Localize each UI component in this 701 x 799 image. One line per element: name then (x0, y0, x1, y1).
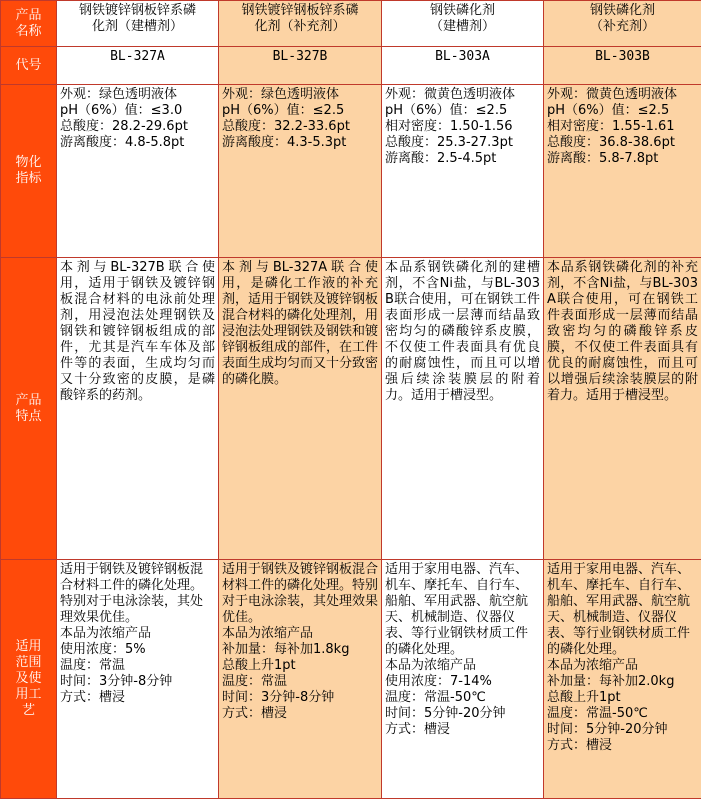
physchem-line: pH（6%）值：≤3.0 (60, 103, 215, 119)
row-code (1, 47, 701, 85)
physchem-line: 总酸度：36.8-38.6pt (547, 135, 698, 151)
application-line: 方式：槽浸 (60, 690, 215, 706)
application-line: 本品为浓缩产品 (222, 626, 378, 642)
application-line: 时间：5分钟-20分钟 (385, 706, 540, 722)
product-name-303b: 钢铁磷化剂 （补充剂） (544, 1, 701, 47)
physchem-line: 外观：微黄色透明液体 (385, 87, 540, 103)
application-line: 本品为浓缩产品 (547, 658, 698, 674)
physchem-line: 游离酸：5.8-7.8pt (547, 151, 698, 167)
label-product-name: 产品 名称 (1, 1, 57, 47)
product-name-327b: 钢铁镀锌钢板锌系磷 化剂（补充剂） (219, 1, 382, 47)
row-physchem (1, 85, 701, 258)
features-327b: 本剂与BL-327A联合使用，是磷化工作液的补充剂，适用于钢铁及镀锌钢板混合材料的磷化处理剂，用浸泡法处理钢铁及钢铁和镀锌钢板组成的部件，在工件表面生成均匀而又十分致密的磷化膜。 (219, 258, 382, 560)
label-physchem: 物化 指标 (1, 85, 57, 258)
application-line: 适用于钢铁及镀锌钢板混合材料工件的磷化处理。特别对于电泳涂装，其处理效果优佳。 (222, 562, 378, 626)
row-features (1, 258, 701, 560)
application-line: 适用于家用电器、汽车、机车、摩托车、自行车、船舶、军用武器、航空航天、机械制造、仪器仪表、等行业钢铁材质工件的磷化处理。 (547, 562, 698, 658)
application-line: 本品为浓缩产品 (60, 626, 215, 642)
application-line: 温度：常温 (222, 674, 378, 690)
label-features: 产品 特点 (1, 258, 57, 560)
application-line: 补加量：每补加1.8kg (222, 642, 378, 658)
application-line: 使用浓度：7-14% (385, 674, 540, 690)
physchem-line: 游离酸：2.5-4.5pt (385, 151, 540, 167)
code-327b: BL-327B (219, 47, 382, 85)
physchem-line: 游离酸度：4.3-5.3pt (222, 135, 378, 151)
application-line: 时间：5分钟-20分钟 (547, 722, 698, 738)
physchem-327b (219, 85, 382, 258)
product-name-327a: 钢铁镀锌钢板锌系磷 化剂（建槽剂） (57, 1, 219, 47)
label-application: 适用 范围 及使 用工 艺 (1, 560, 57, 799)
physchem-303a (382, 85, 544, 258)
application-line: 总酸上升1pt (222, 658, 378, 674)
application-line: 适用于钢铁及镀锌钢板混合材料工件的磷化处理。特别对于电泳涂装，其处理效果优佳。 (60, 562, 215, 626)
application-line: 使用浓度：5% (60, 642, 215, 658)
features-303b: 本品系钢铁磷化剂的补充剂，不含Ni盐，与BL-303A联合使用，可在钢铁工件表面形成一层薄而结晶致密均匀的磷酸锌系皮膜，不仅使工件表面具有优良的耐腐蚀性，而且可以增强后续涂装膜层的附着力。适用于槽浸型。 (544, 258, 701, 560)
application-line: 方式：槽浸 (385, 722, 540, 738)
application-327b (219, 560, 382, 799)
physchem-line: 游离酸度：4.8-5.8pt (60, 135, 215, 151)
physchem-303b (544, 85, 701, 258)
features-303a: 本品系钢铁磷化剂的建槽剂，不含Ni盐，与BL-303B联合使用，可在钢铁工件表面形成一层薄而结晶致密均匀的磷酸锌系皮膜，不仅使工件表面具有优良的耐腐蚀性，而且可以增强后续涂装膜层的附着力。适用于槽浸型。 (382, 258, 544, 560)
application-line: 本品为浓缩产品 (385, 658, 540, 674)
application-303a (382, 560, 544, 799)
physchem-line: 外观：绿色透明液体 (222, 87, 378, 103)
application-line: 温度：常温-50℃ (547, 706, 698, 722)
row-product-name (1, 1, 701, 47)
physchem-327a (57, 85, 219, 258)
features-327a: 本剂与BL-327B联合使用，适用于钢铁及镀锌钢板混合材料的电泳前处理剂，用浸泡法处理钢铁及钢铁和镀锌钢板组成的部件，尤其是汽车车体及部件等的表面，生成均匀而又十分致密的皮膜，是磷酸锌系的药剂。 (57, 258, 219, 560)
physchem-line: 总酸度：25.3-27.3pt (385, 135, 540, 151)
application-line: 时间：3分钟-8分钟 (60, 674, 215, 690)
code-303a: BL-303A (382, 47, 544, 85)
physchem-line: 相对密度：1.55-1.61 (547, 119, 698, 135)
physchem-line: pH（6%）值：≤2.5 (222, 103, 378, 119)
application-line: 时间：3分钟-8分钟 (222, 690, 378, 706)
application-line: 方式：槽浸 (222, 706, 378, 722)
code-303b: BL-303B (544, 47, 701, 85)
application-line: 方式：槽浸 (547, 738, 698, 754)
code-327a: BL-327A (57, 47, 219, 85)
physchem-line: pH（6%）值：≤2.5 (547, 103, 698, 119)
application-327a (57, 560, 219, 799)
physchem-line: 相对密度：1.50-1.56 (385, 119, 540, 135)
label-code: 代号 (1, 47, 57, 85)
application-line: 温度：常温 (60, 658, 215, 674)
application-303b (544, 560, 701, 799)
application-line: 温度：常温-50℃ (385, 690, 540, 706)
product-name-303a: 钢铁磷化剂 （建槽剂） (382, 1, 544, 47)
physchem-line: 总酸度：32.2-33.6pt (222, 119, 378, 135)
application-line: 总酸上升1pt (547, 690, 698, 706)
physchem-line: 外观：绿色透明液体 (60, 87, 215, 103)
physchem-line: 总酸度：28.2-29.6pt (60, 119, 215, 135)
application-line: 补加量：每补加2.0kg (547, 674, 698, 690)
row-application (1, 560, 701, 799)
physchem-line: pH（6%）值：≤2.5 (385, 103, 540, 119)
application-line: 适用于家用电器、汽车、机车、摩托车、自行车、船舶、军用武器、航空航天、机械制造、仪器仪表、等行业钢铁材质工件的磷化处理。 (385, 562, 540, 658)
physchem-line: 外观：微黄色透明液体 (547, 87, 698, 103)
